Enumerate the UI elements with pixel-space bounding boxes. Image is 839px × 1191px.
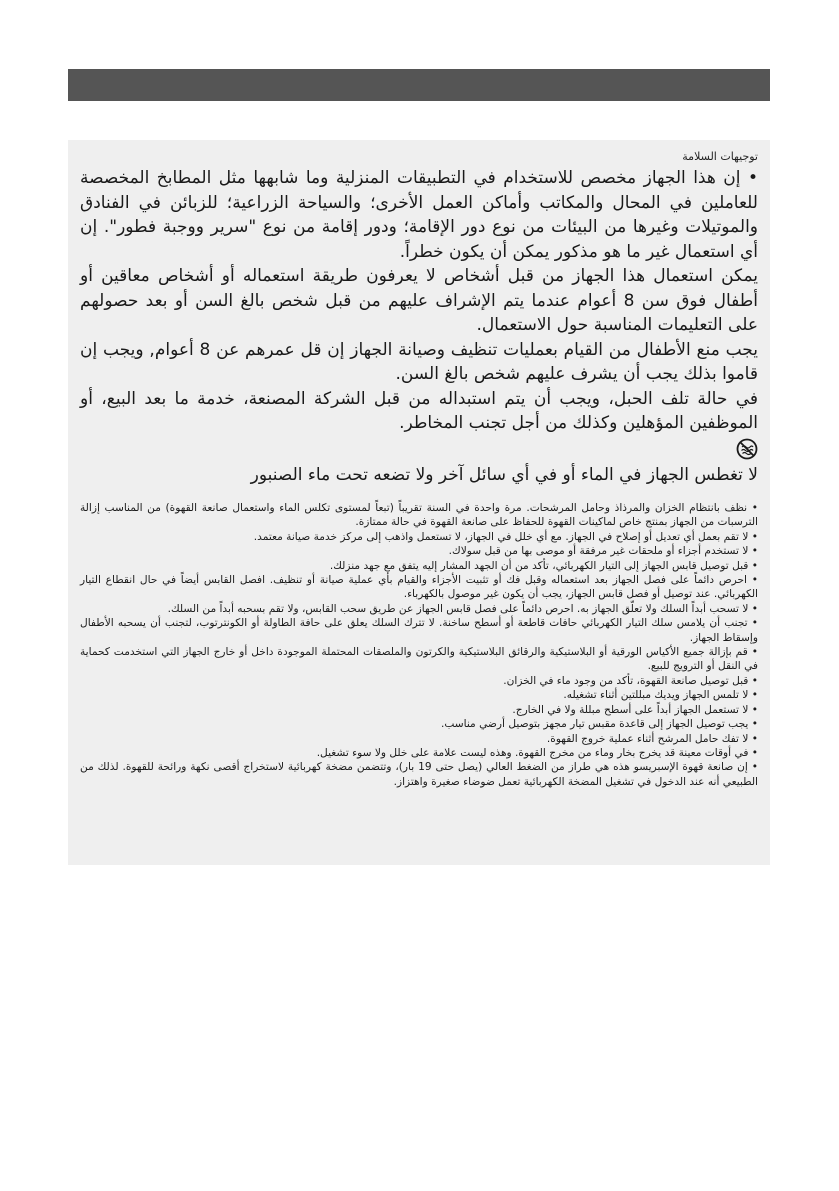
safety-panel: [68, 140, 770, 865]
list-item: • لا تقم بعمل أي تعديل أو إصلاح في الجهاز. مع أي خلل في الجهاز، لا تستعمل واذهب إلى مركز خدمة صيانة معتمد.: [253, 530, 758, 543]
list-item: • قبل توصيل قابس الجهاز إلى التيار الكهربائي، تأكد من أن الجهد المشار إليه يتفق مع جهد منزلك.: [329, 559, 758, 572]
list-item: • احرص دائماً على فصل الجهاز بعد استعماله وقبل فك أو تثبيت الأجزاء والقيام بأي عملية صيانة أو تنظيف. افصل القابس أيضاً في حال انقطاع التيار الكهربائي. عند توصيل أو فصل قابس الجهاز، يجب أن يكون غير موصول بالكهرباء.: [80, 574, 758, 601]
paragraph-children: يجب منع الأطفال من القيام بعمليات تنظيف وصيانة الجهاز إن قل عمرهم عن 8 أعوام, ويجب إن قاموا بذلك يجب أن يشرف عليهم شخص بالغ السن.: [80, 339, 758, 384]
list-item: • إن صانعة قهوة الإسبريسو هذه هي طراز من الضغط العالي (يصل حتى 19 بار)، وتتضمن مضخة كهربائية لاستخراج أقصى نكهة ورائحة للقهوة. لذلك من الطبيعي أنه عند الدخول في تشغيل المضخة الكهربائية تعمل ضوضاء صغيرة واهتزاز.: [80, 761, 758, 788]
list-item: • لا تسحب أبداً السلك ولا تعلّق الجهاز به. احرص دائماً على فصل قابس الجهاز عن طريق سحب القابس، ولا تقم بسحبه أبداً من السلك.: [167, 602, 758, 615]
paragraph-intended-use: • إن هذا الجهاز مخصص للاستخدام في التطبيقات المنزلية وما شابهها مثل المطابخ المخصصة للعاملين في المحال والمكاتب وأماكن العمل الأخرى؛ والسياحة الزراعية؛ للزبائن في الفنادق والموتيلات وغيرها من البيئات من نوع دور الإقامة؛ ودور إقامة من نوع "سرير ووجبة فطور". إن أي استعمال غير ما هو مذكور يمكن أن يكون خطراً.: [80, 168, 758, 262]
list-item: • لا تلمس الجهاز ويديك مبللتين أثناء تشغيله.: [563, 689, 758, 702]
header-bar: [68, 69, 770, 101]
list-item: • قبل توصيل صانعة القهوة، تأكد من وجود ماء في الخزان.: [503, 674, 758, 687]
spacer: [80, 487, 758, 501]
paragraph-supervision: يمكن استعمال هذا الجهاز من قبل أشخاص لا يعرفون طريقة استعماله أو أشخاص معاقين أو أطفال فوق سن 8 أعوام عندما يتم الإشراف عليهم من قبل شخص بالغ السن أو بعد حصولهم على التعليمات المناسبة حول الاستعمال.: [80, 266, 758, 335]
list-item: • نظف بانتظام الخزان والمرذاذ وحامل المرشحات. مرة واحدة في السنة تقريباً (تبعاً لمستوى تكلس الماء واستعمال صانعة القهوة) من المناسب إزالة الترسبات من الجهاز بمنتج خاص لماكينات القهوة للحفاظ على صانعة القهوة في حالة ممتازة.: [80, 502, 758, 529]
section-heading: توجيهات السلامة: [682, 150, 758, 163]
paragraph-cord-damage: في حالة تلف الحبل، ويجب أن يتم استبداله من قبل الشركة المصنعة، خدمة ما بعد البيع، أو الموظفين المؤهلين وكذلك من أجل تجنب المخاطر.: [80, 388, 758, 433]
list-item: • يجب توصيل الجهاز إلى قاعدة مقبس تيار مجهز بتوصيل أرضي مناسب.: [440, 718, 758, 731]
list-item: • في أوقات معينة قد يخرج بخار وماء من مخرج القهوة. وهذه ليست علامة على خلل ولا سوء تشغيل.: [316, 746, 758, 759]
list-item: • تجنب أن يلامس سلك التيار الكهربائي حافات قاطعة أو أسطح ساخنة. لا تترك السلك يعلق على حافة الطاولة أو الكونترتوب، لتجنب أن يسحبه الأطفال وإسقاط الجهاز.: [80, 617, 758, 644]
safety-items-list: [80, 501, 758, 789]
list-item: • قم بإزالة جميع الأكياس الورقية أو البلاستيكية والرقائق البلاستيكية والكرتون والملصقات المحتملة الموجودة داخل أو خارج الجهاز التي استخدمت كحماية في النقل أو الترويج للبيع.: [80, 646, 758, 673]
list-item: • لا تستخدم أجزاء أو ملحقات غير مرفقة أو موصى بها من قبل سولاك.: [448, 545, 758, 558]
list-item: • لا تستعمل الجهاز أبداً على أسطح مبللة ولا في الخارج.: [512, 703, 758, 716]
list-item: • لا تفك حامل المرشح أثناء عملية خروج القهوة.: [546, 732, 758, 745]
warning-icon-row: [80, 438, 758, 462]
warning-immersion-text: لا تغطس الجهاز في الماء أو في أي سائل آخر ولا تضعه تحت ماء الصنبور: [250, 464, 758, 485]
no-immersion-icon: [736, 438, 758, 460]
